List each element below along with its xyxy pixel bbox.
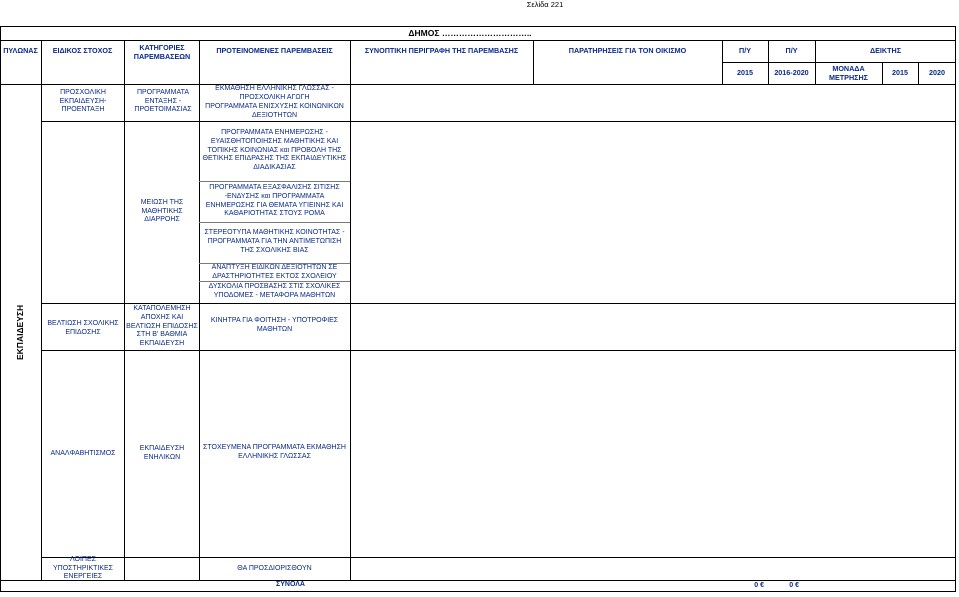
group-sep-4 [41,557,956,558]
paremvasi-cell: ΠΡΟΓΡΑΜΜΑΤΑ ΕΝΗΜΕΡΩΣΗΣ - ΕΥΑΙΣΘΗΤΟΠΟΙΗΣΗΣ ΜΑΘΗΤΙΚΗΣ ΚΑΙ ΤΟΠΙΚΗΣ ΚΟΙΝΩΝΙΑΣ και ΠΡΟΒΟΛΗ ΤΗΣ ΘΕΤΙΚΗΣ ΕΠΙΔΡΑΣΗΣ ΤΗΣ ΕΚΠΑΙΔΕΥΤΙΚΗΣ ΔΙΑΔΙΚΑΣΙΑΣ [202,128,347,172]
hsep-2 [124,40,125,84]
paremvasi-cell: ΔΥΣΚΟΛΙΑ ΠΡΟΣΒΑΣΗΣ ΣΤΙΣ ΣΧΟΛΙΚΕΣ ΥΠΟΔΟΜΕΣ - ΜΕΤΑΦΟΡΑ ΜΑΘΗΤΩΝ [208,283,341,299]
katigoria-cell: ΠΡΟΓΡΑΜΜΑΤΑ ΕΝΤΑΞΗΣ - ΠΡΟΕΤΟΙΜΑΣΙΑΣ [134,88,192,114]
paremvasi-cell: ΠΡΟΓΡΑΜΜΑΤΑ ΕΞΑΣΦΑΛΙΣΗΣ ΣΙΤΙΣΗΣ -ΕΝΔΥΣΗΣ και ΠΡΟΓΡΑΜΜΑΤΑ ΕΝΗΜΕΡΩΣΗΣ ΓΙΑ ΘΕΜΑΤΑ ΥΓΙΕΙΝΗΣ ΚΑΙ ΚΑΘΑΡΙΟΤΗΤΑΣ ΣΤΟΥΣ ΡΟΜΑ [205,183,344,218]
header-year-2015: 2015 [737,68,753,78]
col-sep-4 [350,84,351,580]
header-paratiriseis: ΠΑΡΑΤΗΡΗΣΕΙΣ ΓΙΑ ΤΟΝ ΟΙΚΙΣΜΟ [568,46,687,56]
pylonas-side-label-wrap [0,84,41,580]
table-title: ΔΗΜΟΣ ………………………….. [408,27,532,38]
paremvasi-cell: ΣΤΟΧΕΥΜΕΝΑ ΠΡΟΓΡΑΜΜΑΤΑ ΕΚΜΑΘΗΣΗ ΕΛΛΗΝΙΚΗΣ ΓΛΩΣΣΑΣ [203,444,346,460]
frame-right [955,26,956,592]
header-deiktis: ΔΕΙΚΤΗΣ [869,46,902,56]
header-years-2016-2020: 2016-2020 [774,68,809,78]
header-monada: ΜΟΝΑΔΑ ΜΕΤΡΗΣΗΣ [829,63,868,82]
stoxos-cell: ΒΕΛΤΙΩΣΗ ΣΧΟΛΙΚΗΣ ΕΠΙΔΟΣΗΣ [47,320,119,336]
row-line-a [199,181,350,182]
stoxos-cell: ΛΟΙΠΕΣ ΥΠΟΣΤΗΡΙΚΤΙΚΕΣ ΕΝΕΡΓΕΙΕΣ [53,555,113,581]
stoxos-cell: ΜΕΙΩΣΗ ΤΗΣ ΜΑΘΗΤΙΚΗΣ ΔΙΑΡΡΟΗΣ [140,198,184,224]
totals-py-2015: 0 € [754,582,764,589]
totals-label: ΣΥΝΟΛΑ [276,581,305,589]
paremvasi-cell: ΘΑ ΠΡΟΣΔΙΟΡΙΣΘΟΥΝ [237,564,312,572]
header-synoptiki: ΣΥΝΟΠΤΙΚΗ ΠΕΡΙΓΡΑΦΗ ΤΗΣ ΠΑΡΕΜΒΑΣΗΣ [364,46,519,56]
group-sep-3 [41,350,956,351]
header-pylonas: ΠΥΛΩΝΑΣ [3,46,38,56]
frame-bottom [0,591,956,592]
paremvasi-cell: ΚΙΝΗΤΡΑ ΓΙΑ ΦΟΙΤΗΣΗ - ΥΠΟΤΡΟΦΙΕΣ ΜΑΘΗΤΩΝ [210,317,339,333]
paremvasi-cell: ΣΤΕΡΕΟΤΥΠΑ ΜΑΘΗΤΙΚΗΣ ΚΟΙΝΟΤΗΤΑΣ - ΠΡΟΓΡΑΜΜΑΤΑ ΓΙΑ ΤΗΝ ΑΝΤΙΜΕΤΩΠΙΣΗ ΤΗΣ ΣΧΟΛΙΚΗΣ ΒΙΑΣ [204,229,345,254]
col-sep-2 [124,84,125,580]
header-proteinomenes: ΠΡΟΤΕΙΝΟΜΕΝΕΣ ΠΑΡΕΜΒΑΣΕΙΣ [216,46,333,56]
row-line-b [199,222,350,223]
col-sep-1 [41,84,42,580]
header-deiktis-2020: 2020 [929,68,945,78]
col-sep-3 [199,84,200,580]
header-deiktis-2015: 2015 [892,68,908,78]
totals-py-2016-2020: 0 € [789,582,799,589]
header-py-1: Π/Υ [739,46,751,56]
page-label: Σελίδα 221 [526,0,564,9]
header-py-2: Π/Υ [785,46,798,56]
paremvasi-cell: ΠΡΟΓΡΑΜΜΑΤΑ ΕΝΙΣΧΥΣΗΣ ΚΟΙΝΩΝΙΚΩΝ ΔΕΞΙΟΤΗΤΩΝ [205,102,344,119]
stoxos-cell: ΠΡΟΣΧΟΛΙΚΗ ΕΚΠΑΙΔΕΥΣΗ-ΠΡΟΕΝΤΑΞΗ [59,88,107,114]
header-bottom-line [0,84,956,85]
pylonas-side-label: ΕΚΠΑΙΔΕΥΣΗ [15,304,26,360]
paremvasi-cell: ΕΚΜΑΘΗΣΗ ΕΛΛΗΝΙΚΗΣ ΓΛΩΣΣΑΣ - ΠΡΟΣΧΟΛΙΚΗ ΑΓΩΓΗ [215,84,334,101]
paremvasi-cell: ΑΝΑΠΤΥΞΗ ΕΙΔΙΚΩΝ ΔΕΞΙΟΤΗΤΩΝ ΣΕ ΔΡΑΣΤΗΡΙΟΤΗΤΕΣ ΕΚΤΟΣ ΣΧΟΛΕΙΟΥ [211,263,338,280]
header-eidikos-stoxos: ΕΙΔΙΚΟΣ ΣΤΟΧΟΣ [52,46,113,56]
header-katigories: ΚΑΤΗΓΟΡΙΕΣ ΠΑΡΕΜΒΑΣΕΩΝ [133,42,191,61]
katigoria-cell: ΚΑΤΑΠΟΛΕΜΗΣΗ ΑΠΟΧΗΣ ΚΑΙ ΒΕΛΤΙΩΣΗ ΕΠΙΔΟΣΗΣ ΣΤΗ Β' ΒΑΘΜΙΑ ΕΚΠΑΙΔΕΥΣΗ [126,304,198,348]
katigoria-cell: ΕΚΠΑΙΔΕΥΣΗ ΕΝΗΛΙΚΩΝ [139,445,185,461]
group-sep-1 [41,121,956,122]
stoxos-cell: ΑΝΑΛΦΑΒΗΤΙΣΜΟΣ [50,449,116,457]
